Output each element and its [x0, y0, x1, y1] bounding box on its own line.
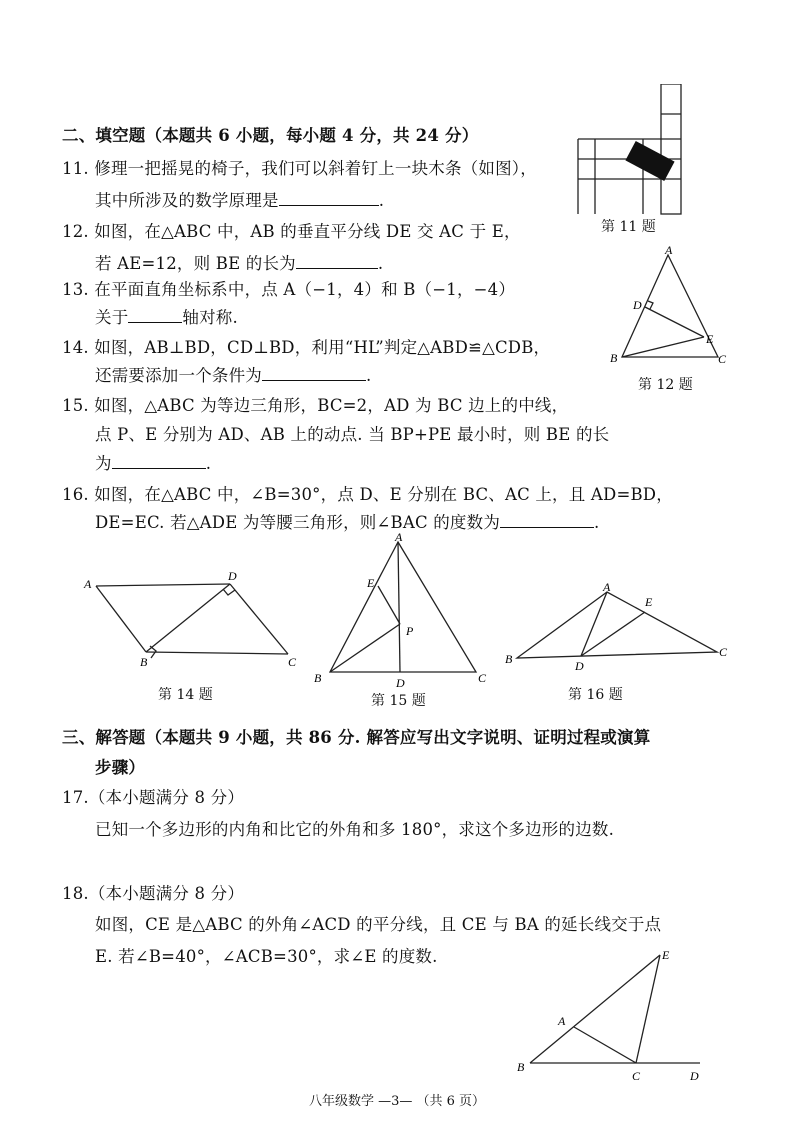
- q15-line3: [95, 450, 211, 474]
- q14-line1: 14. 如图，AB⊥BD，CD⊥BD，利用“HL”判定△ABD≌△CDB，: [62, 338, 551, 357]
- fig14-label-D: D: [228, 569, 237, 583]
- q11-end: .: [378, 191, 385, 210]
- q11-line2: [95, 187, 384, 211]
- fig12-label-D: D: [633, 298, 642, 312]
- q17-text: 已知一个多边形的内角和比它的外角和多 180°，求这个多边形的边数.: [95, 820, 615, 839]
- page-footer: 八年级数学 —3— （共 6 页）: [308, 1094, 486, 1109]
- figure-15-caption: 第 15 题: [371, 693, 426, 709]
- figure-14: [78, 566, 308, 676]
- figure-11-chair: [573, 84, 693, 219]
- section-2-heading: 二、填空题（本题共 6 小题，每小题 4 分，共 24 分）: [62, 126, 479, 145]
- section-3-heading-line2: 步骤）: [95, 758, 146, 777]
- q15-answer-blank[interactable]: [112, 454, 206, 469]
- fig16-label-A: A: [603, 580, 611, 594]
- q18-line1: 如图，CE 是△ABC 的外角∠ACD 的平分线，且 CE 与 BA 的延长线交于点: [95, 915, 662, 934]
- q16-answer-blank[interactable]: [500, 513, 594, 528]
- q11-text: 其中所涉及的数学原理是: [95, 191, 279, 210]
- fig14-label-A: A: [84, 577, 92, 591]
- q17-header: 17.（本小题满分 8 分）: [62, 788, 245, 807]
- q12-end: .: [377, 254, 384, 273]
- q13-end: 轴对称.: [182, 308, 238, 327]
- fig16-label-D: D: [575, 659, 584, 673]
- q15-text: 为: [95, 454, 112, 473]
- fig18-label-D: D: [690, 1069, 699, 1083]
- q12-line1: 12. 如图，在△ABC 中，AB 的垂直平分线 DE 交 AC 于 E，: [62, 222, 521, 241]
- figure-18: [512, 945, 712, 1085]
- q18-header: 18.（本小题满分 8 分）: [62, 884, 245, 903]
- q14-answer-blank[interactable]: [262, 366, 366, 381]
- q18-line2: E. 若∠B=40°，∠ACB=30°，求∠E 的度数.: [95, 947, 438, 966]
- figure-12-triangle: [608, 245, 733, 370]
- q12-line2: [95, 250, 383, 274]
- q16-end: .: [594, 513, 600, 532]
- q14-end: .: [366, 366, 372, 385]
- fig12-label-A: A: [665, 245, 673, 257]
- q14-line2: [95, 362, 371, 386]
- figure-16-caption: 第 16 题: [568, 687, 623, 703]
- section-3-heading-line1: 三、解答题（本题共 9 小题，共 86 分. 解答应写出文字说明、证明过程或演算: [62, 728, 651, 747]
- figure-12-caption: 第 12 题: [638, 377, 693, 393]
- fig18-label-A: A: [558, 1014, 566, 1028]
- figure-14-caption: 第 14 题: [158, 687, 213, 703]
- figure-15: [310, 532, 495, 690]
- fig15-label-B: B: [314, 671, 322, 685]
- fig18-label-B: B: [517, 1060, 525, 1074]
- q16-text: DE=EC. 若△ADE 为等腰三角形，则∠BAC 的度数为: [95, 513, 501, 532]
- fig18-label-E: E: [662, 948, 670, 962]
- q14-text: 还需要添加一个条件为: [95, 366, 262, 385]
- fig16-label-E: E: [645, 595, 653, 609]
- fig18-label-C: C: [632, 1069, 641, 1083]
- q11-line1: 11. 修理一把摇晃的椅子，我们可以斜着钉上一块木条（如图），: [62, 159, 537, 178]
- fig12-label-C: C: [718, 352, 727, 366]
- q13-text: 关于: [95, 308, 129, 327]
- fig16-label-B: B: [505, 652, 513, 666]
- q13-line2: [95, 304, 238, 328]
- q15-line2: 点 P、E 分别为 AD、AB 上的动点. 当 BP+PE 最小时，则 BE 的长: [95, 425, 610, 444]
- fig14-label-B: B: [140, 655, 148, 669]
- fig15-label-E: E: [367, 576, 375, 590]
- q15-line1: 15. 如图，△ABC 为等边三角形，BC=2，AD 为 BC 边上的中线，: [62, 396, 569, 415]
- q13-line1: 13. 在平面直角坐标系中，点 A（−1，4）和 B（−1，−4）: [62, 280, 516, 299]
- figure-16: [505, 580, 737, 675]
- fig12-label-E: E: [706, 332, 714, 346]
- fig15-label-D: D: [396, 676, 405, 690]
- fig12-label-B: B: [610, 351, 618, 365]
- q13-answer-blank[interactable]: [128, 308, 182, 323]
- fig15-label-C: C: [478, 671, 487, 685]
- q11-answer-blank[interactable]: [279, 191, 379, 206]
- fig16-label-C: C: [719, 645, 728, 659]
- q16-line2: [95, 509, 599, 533]
- fig14-label-C: C: [288, 655, 297, 669]
- q15-end: .: [205, 454, 212, 473]
- figure-11-caption: 第 11 题: [601, 219, 656, 235]
- wood-strip-shape: [625, 141, 674, 181]
- q16-line1: 16. 如图，在△ABC 中，∠B=30°，点 D、E 分别在 BC、AC 上，且 AD=BD，: [62, 485, 673, 504]
- fig15-label-A: A: [395, 532, 403, 544]
- q12-text: 若 AE=12，则 BE 的长为: [95, 254, 296, 273]
- q12-answer-blank[interactable]: [296, 254, 378, 269]
- fig15-label-P: P: [406, 624, 414, 638]
